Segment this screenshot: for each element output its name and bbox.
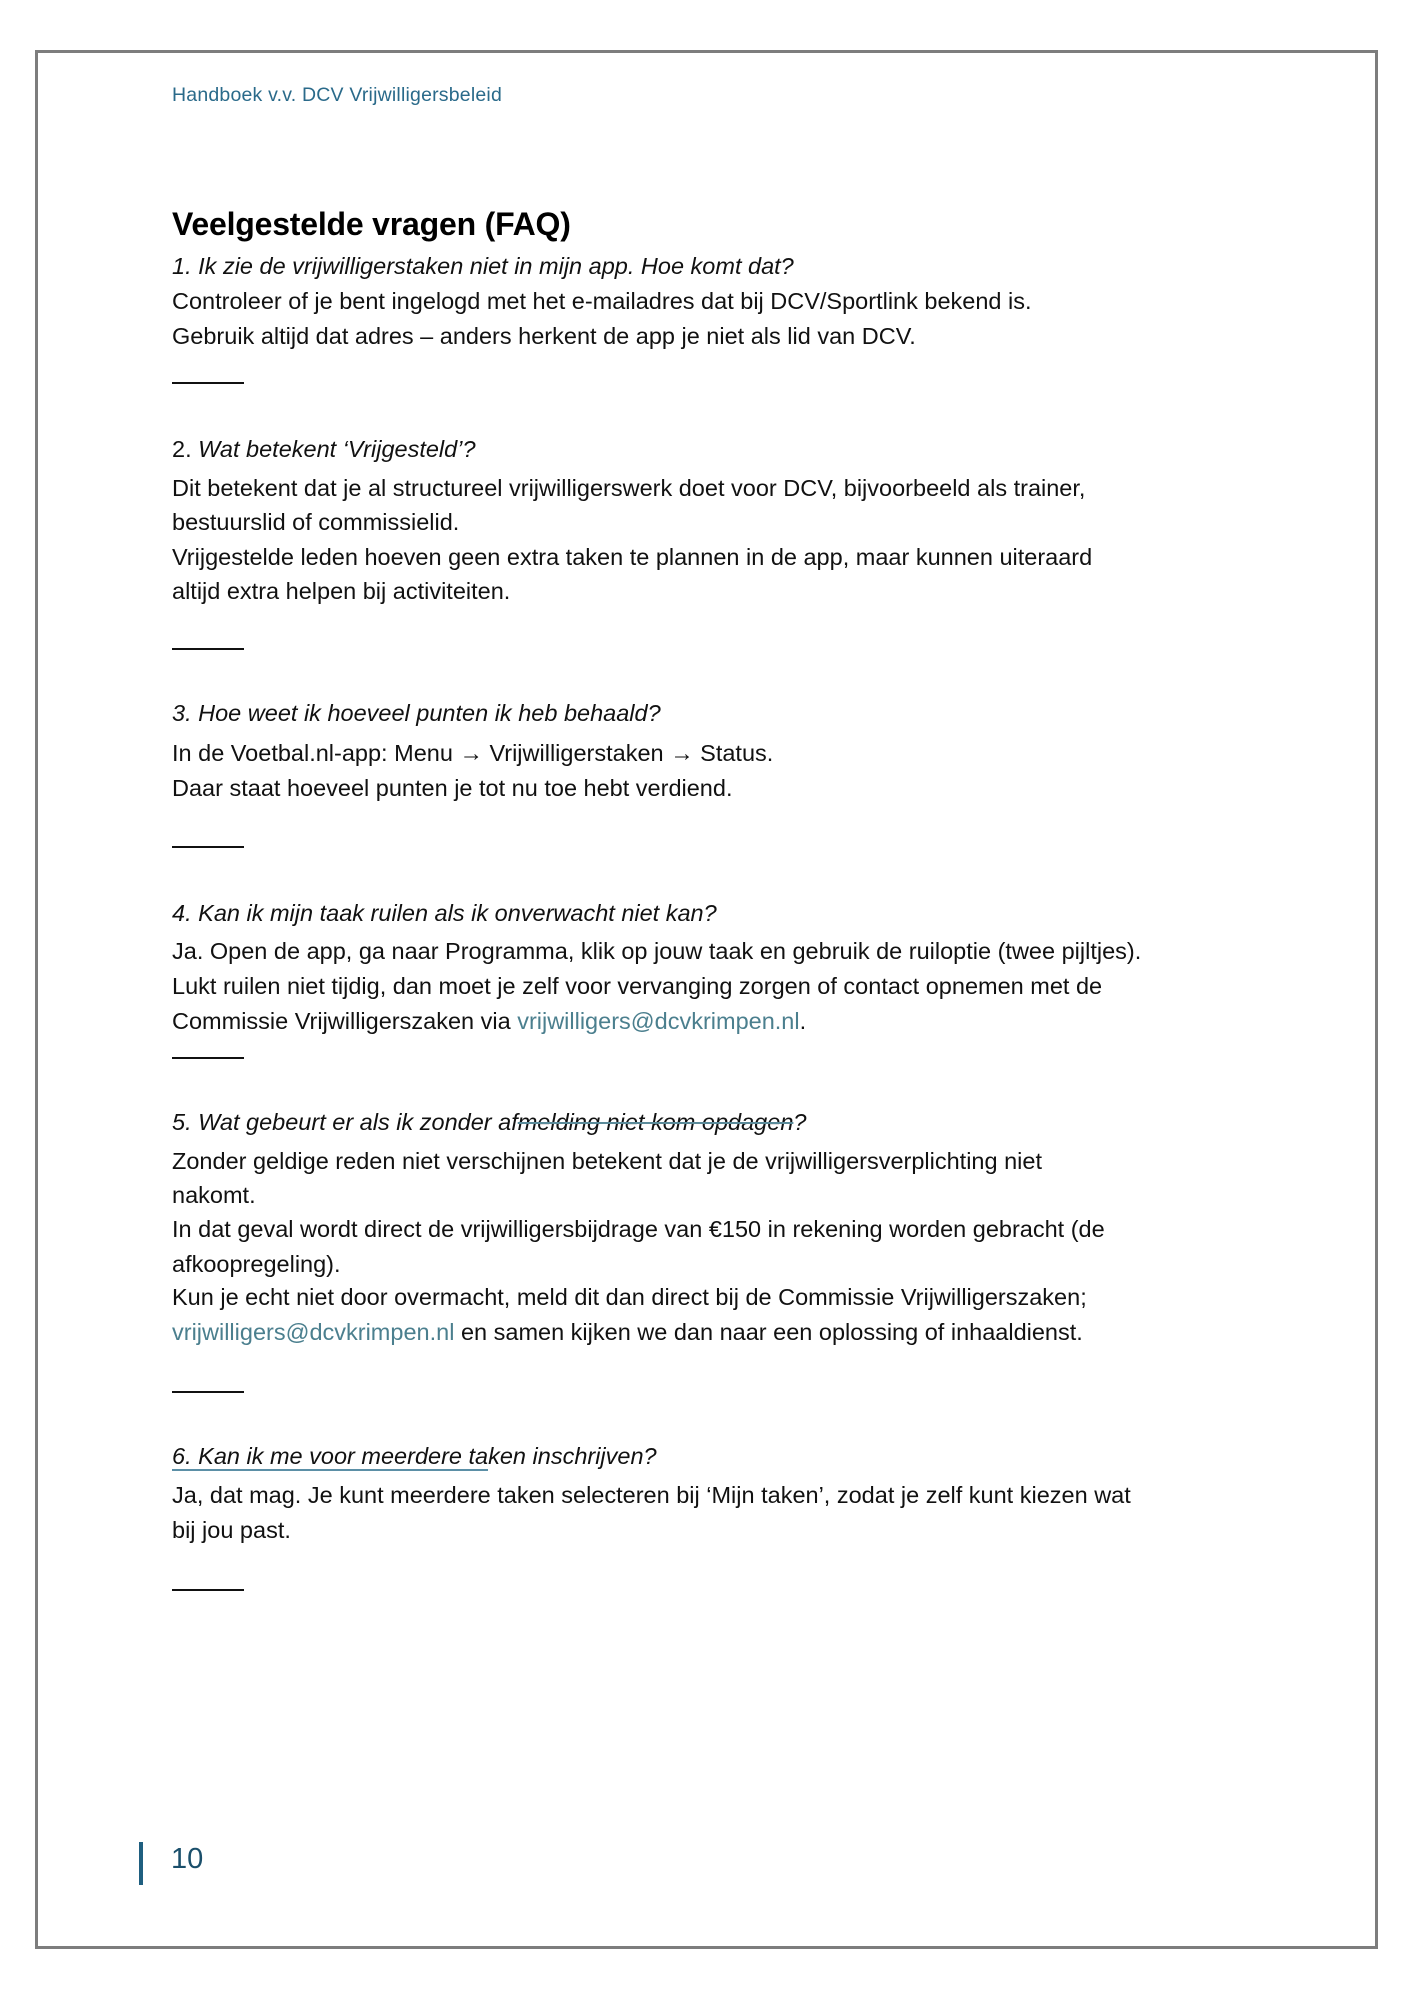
- faq-question-text: ?: [793, 1109, 807, 1135]
- faq-answer-text: Commissie Vrijwilligerszaken via: [172, 1008, 518, 1034]
- faq-number: 1.: [172, 253, 192, 279]
- faq-question-2: [172, 435, 476, 463]
- page-title: Veelgestelde vragen (FAQ): [172, 206, 571, 242]
- faq-question-6: [172, 1442, 657, 1470]
- struck-text: melding niet kom opdagen: [517, 1109, 794, 1135]
- faq-number: 5.: [172, 1109, 192, 1135]
- faq-number: 3.: [172, 700, 192, 726]
- faq-answer-line: Ja, dat mag. Je kunt meerdere taken selecteren bij ‘Mijn taken’, zodat je zelf kunt kiezen wat: [172, 1482, 1131, 1508]
- faq-question-text: Wat gebeurt er als ik zonder af: [198, 1109, 518, 1135]
- running-header: Handboek v.v. DCV Vrijwilligersbeleid: [172, 84, 502, 106]
- faq-answer-text: en samen kijken we dan naar een oplossing of inhaaldienst.: [454, 1319, 1083, 1345]
- faq-answer-line: [172, 1318, 1083, 1346]
- section-divider: [172, 846, 244, 848]
- email-link[interactable]: vrijwilligers@dcvkrimpen.nl: [517, 1008, 800, 1034]
- section-divider: [172, 648, 244, 650]
- faq-answer-line: Lukt ruilen niet tijdig, dan moet je zelf voor vervanging zorgen of contact opnemen met de: [172, 973, 1103, 999]
- section-divider: [172, 382, 244, 384]
- faq-answer-line: Gebruik altijd dat adres – anders herkent de app je niet als lid van DCV.: [172, 323, 916, 349]
- faq-question-text: Hoe weet ik hoeveel punten ik heb behaald?: [198, 700, 661, 726]
- faq-answer-line: Controleer of je bent ingelogd met het e-mailadres dat bij DCV/Sportlink bekend is.: [172, 288, 1032, 314]
- page-number-bar: [139, 1842, 143, 1885]
- section-divider: [172, 1391, 244, 1393]
- page-number: 10: [171, 1843, 204, 1875]
- faq-question-text: Ik zie de vrijwilligerstaken niet in mijn app. Hoe komt dat?: [198, 253, 794, 279]
- faq-question-5: [172, 1108, 806, 1136]
- faq-question-1: [172, 252, 794, 280]
- section-divider: [172, 1057, 244, 1059]
- email-link[interactable]: vrijwilligers@dcvkrimpen.nl: [172, 1319, 455, 1345]
- faq-answer-line: Vrijgestelde leden hoeven geen extra taken te plannen in de app, maar kunnen uiteraard: [172, 544, 1093, 570]
- faq-answer-line: Daar staat hoeveel punten je tot nu toe hebt verdiend.: [172, 775, 733, 801]
- faq-answer-line: Dit betekent dat je al structureel vrijwilligerswerk doet voor DCV, bijvoorbeeld als trainer,: [172, 475, 1086, 501]
- faq-answer-line: [172, 1007, 806, 1035]
- faq-answer-line: In de Voetbal.nl-app: Menu → Vrijwilligerstaken → Status.: [172, 740, 774, 766]
- faq-number: 2.: [172, 436, 192, 462]
- faq-number: 6.: [172, 1443, 192, 1469]
- faq-answer-text: .: [799, 1008, 807, 1034]
- faq-answer-line: altijd extra helpen bij activiteiten.: [172, 578, 511, 604]
- faq-question-4: [172, 899, 717, 927]
- faq-answer-line: nakomt.: [172, 1182, 256, 1208]
- faq-answer-line: bestuurslid of commissielid.: [172, 509, 460, 535]
- section-divider: [172, 1589, 244, 1591]
- faq-number: 4.: [172, 900, 192, 926]
- faq-answer-line: afkoopregeling).: [172, 1251, 341, 1277]
- faq-answer-line: Kun je echt niet door overmacht, meld dit dan direct bij de Commissie Vrijwilligerszaken;: [172, 1284, 1087, 1310]
- faq-answer-line: Zonder geldige reden niet verschijnen betekent dat je de vrijwilligersverplichting niet: [172, 1148, 1042, 1174]
- faq-question-text: Kan ik mijn taak ruilen als ik onverwacht niet kan?: [198, 900, 717, 926]
- question-underline: [172, 1469, 488, 1471]
- faq-question-3: [172, 699, 661, 727]
- faq-answer-line: Ja. Open de app, ga naar Programma, klik op jouw taak en gebruik de ruiloptie (twee pijltjes).: [172, 938, 1142, 964]
- faq-answer-line: In dat geval wordt direct de vrijwilligersbijdrage van €150 in rekening worden gebracht (de: [172, 1216, 1105, 1242]
- faq-question-text: Kan ik me voor meerdere taken inschrijven?: [198, 1443, 657, 1469]
- faq-answer-line: bij jou past.: [172, 1517, 291, 1543]
- faq-question-text: Wat betekent ‘Vrijgesteld’?: [198, 436, 476, 462]
